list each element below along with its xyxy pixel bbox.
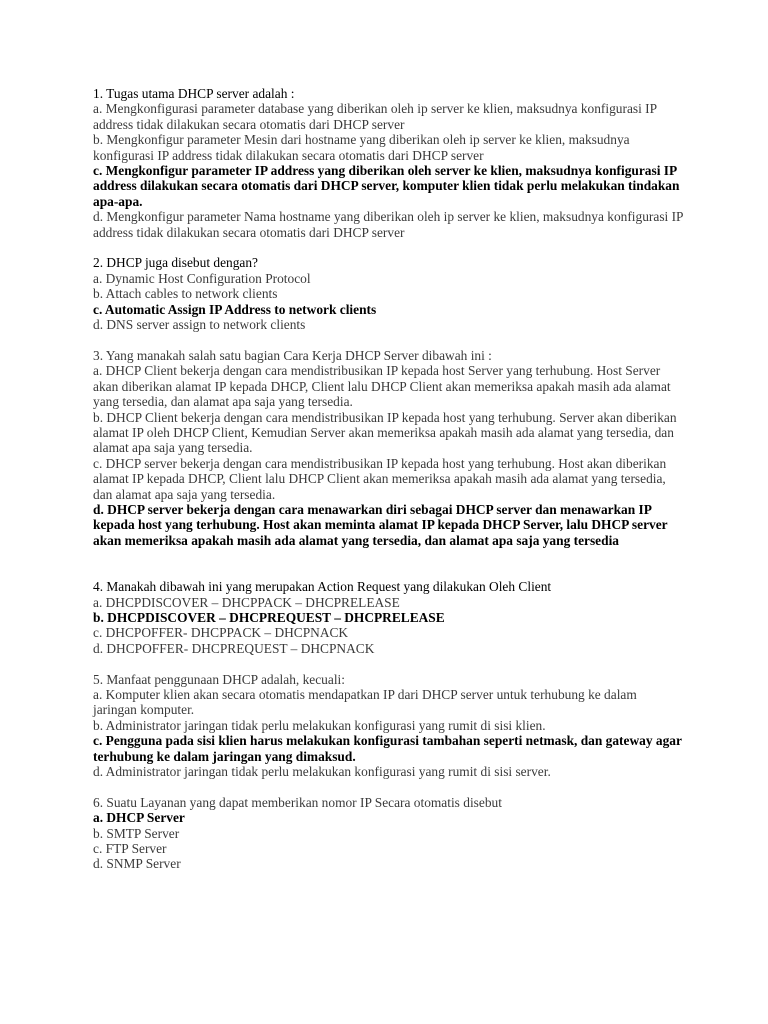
question-4 bbox=[93, 579, 683, 656]
option-d: d. Administrator jaringan tidak perlu melakukan konfigurasi yang rumit di sisi server. bbox=[93, 764, 551, 780]
question-stem: 4. Manakah dibawah ini yang merupakan Action Request yang dilakukan Oleh Client bbox=[93, 579, 552, 595]
document-page bbox=[93, 86, 683, 887]
question-2 bbox=[93, 255, 683, 332]
option-c: c. DHCP server bekerja dengan cara mendistribusikan IP kepada host yang terhubung. Host akan diberikan alamat IP kepada DHCP, Client lalu DHCP Client akan memeriksa apakah masih ada alamat yang tersedia, dan alamat apa saja yang tersedia. bbox=[93, 455, 667, 502]
question-stem: 2. DHCP juga disebut dengan? bbox=[93, 255, 259, 271]
option-a: a. Mengkonfigurasi parameter database yang diberikan oleh ip server ke klien, maksudnya konfigurasi IP address tidak dilakukan secara otomatis dari DHCP server bbox=[93, 101, 657, 132]
option-c: c. Pengguna pada sisi klien harus melakukan konfigurasi tambahan seperti netmask, dan gateway agar terhubung ke dalam jaringan yang dimaksud. bbox=[93, 733, 682, 764]
option-c: c. Mengkonfigur parameter IP address yang diberikan oleh server ke klien, maksudnya konfigurasi IP address dilakukan secara otomatis dari DHCP server, komputer klien tidak perlu melakukan tindakan apa-apa. bbox=[93, 163, 680, 209]
option-b: b. Administrator jaringan tidak perlu melakukan konfigurasi yang rumit di sisi klien. bbox=[93, 717, 546, 733]
option-a: a. Komputer klien akan secara otomatis mendapatkan IP dari DHCP server untuk terhubung ke dalam jaringan komputer. bbox=[93, 686, 637, 718]
option-d: d. SNMP Server bbox=[93, 856, 181, 872]
question-5 bbox=[93, 672, 683, 780]
option-b: b. SMTP Server bbox=[93, 825, 180, 841]
option-b: b. DHCP Client bekerja dengan cara mendistribusikan IP kepada host yang terhubung. Server akan diberikan alamat IP oleh DHCP Client, Kemudian Server akan memeriksa apakah masih ada alamat yang tersedia, dan alamat apa saja yang tersedia. bbox=[93, 409, 677, 456]
option-d: d. DHCP server bekerja dengan cara menawarkan diri sebagai DHCP server dan menawarkan IP kepada host yang terhubung. Host akan meminta alamat IP kepada DHCP Server, lalu DHCP server akan memeriksa apakah masih ada alamat yang tersedia, dan alamat apa saja yang tersedia bbox=[93, 501, 668, 548]
question-stem: 1. Tugas utama DHCP server adalah : bbox=[93, 86, 295, 101]
option-d: d. Mengkonfigur parameter Nama hostname yang diberikan oleh ip server ke klien, maksudnya konfigurasi IP address tidak dilakukan secara otomatis dari DHCP server bbox=[93, 209, 684, 240]
option-b: b. DHCPDISCOVER – DHCPREQUEST – DHCPRELEASE bbox=[93, 609, 445, 625]
question-6 bbox=[93, 795, 683, 872]
question-1 bbox=[93, 86, 683, 240]
question-stem: 3. Yang manakah salah satu bagian Cara Kerja DHCP Server dibawah ini : bbox=[93, 347, 492, 363]
question-stem: 6. Suatu Layanan yang dapat memberikan nomor IP Secara otomatis disebut bbox=[93, 794, 502, 810]
option-c: c. Automatic Assign IP Address to network clients bbox=[93, 301, 377, 317]
option-b: b. Mengkonfigur parameter Mesin dari hostname yang diberikan oleh ip server ke klien, maksudnya konfigurasi IP address tidak dilakukan secara otomatis dari DHCP server bbox=[93, 132, 630, 163]
question-3 bbox=[93, 348, 683, 548]
option-a: a. DHCP Client bekerja dengan cara mendistribusikan IP kepada host Server yang terhubung. Host Server akan diberikan alamat IP kepada DHCP, Client lalu DHCP Client akan memeriksa apakah masih ada alamat yang tersedia, dan alamat apa saja yang tersedia. bbox=[93, 363, 671, 410]
option-d: d. DNS server assign to network clients bbox=[93, 317, 306, 333]
option-c: c. DHCPOFFER- DHCPPACK – DHCPNACK bbox=[93, 625, 349, 641]
question-stem: 5. Manfaat penggunaan DHCP adalah, kecuali: bbox=[93, 671, 345, 687]
option-a: a. Dynamic Host Configuration Protocol bbox=[93, 270, 311, 286]
option-a: a. DHCP Server bbox=[93, 810, 185, 826]
option-c: c. FTP Server bbox=[93, 841, 167, 857]
option-b: b. Attach cables to network clients bbox=[93, 286, 278, 302]
option-d: d. DHCPOFFER- DHCPREQUEST – DHCPNACK bbox=[93, 640, 375, 656]
option-a: a. DHCPDISCOVER – DHCPPACK – DHCPRELEASE bbox=[93, 594, 400, 610]
